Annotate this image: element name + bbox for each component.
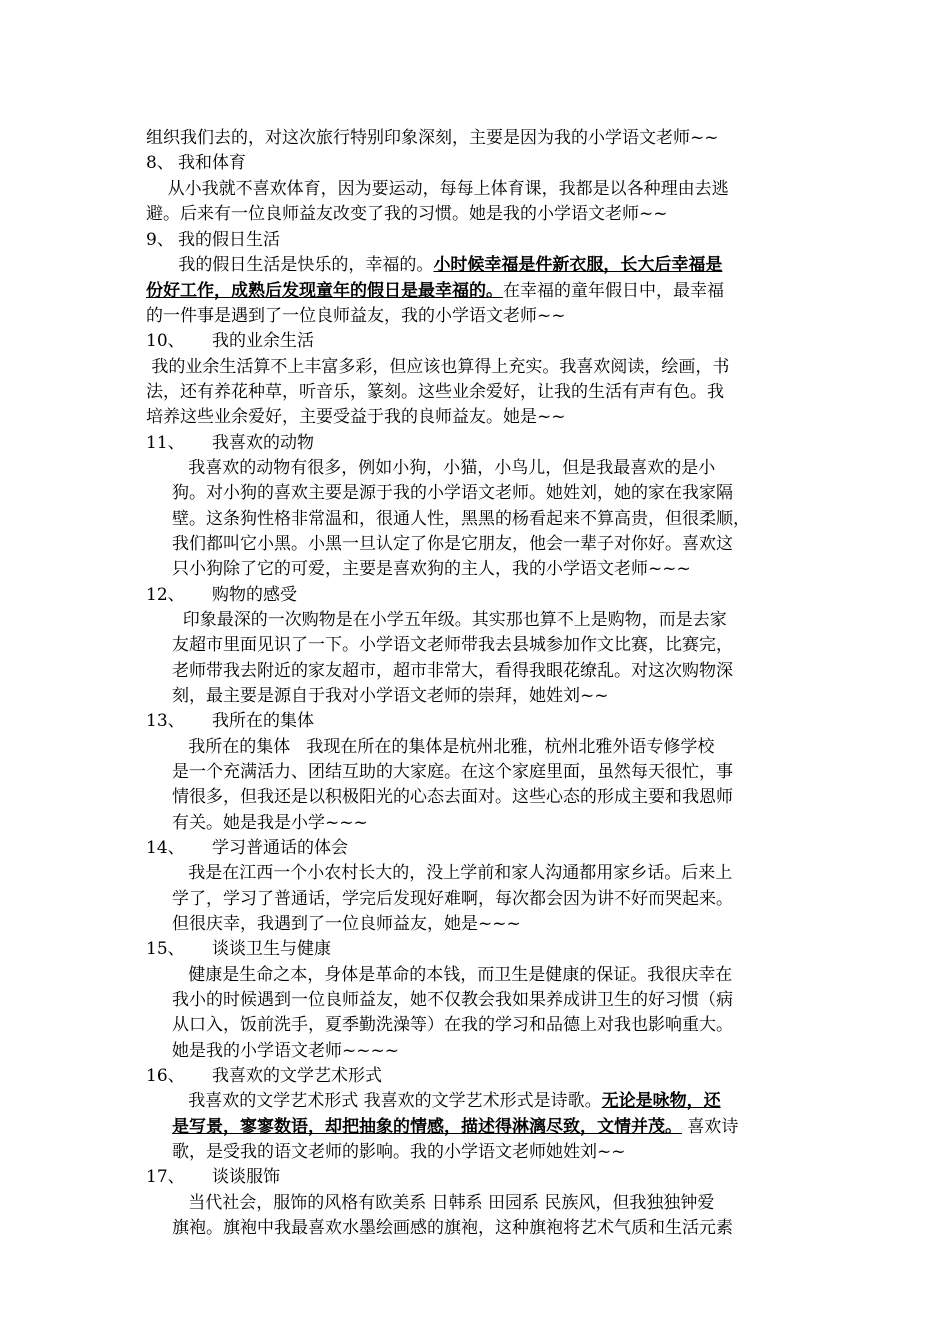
- body-line: [172, 735, 714, 759]
- text-run: 我的假日生活是快乐的，幸福的。: [146, 255, 434, 275]
- body-line: [172, 1013, 733, 1037]
- body-line: [146, 202, 668, 226]
- body-line: [172, 811, 368, 835]
- text-run: 避。后来有一位良师益友改变了我的习惯。她是我的小学语文老师~~: [146, 204, 668, 224]
- heading-title: 我所在的集体: [212, 711, 314, 731]
- text-run: 友超市里面见识了一下。小学语文老师带我去县城参加作文比赛，比赛完，: [172, 635, 733, 655]
- text-run: 她是我的小学语文老师~~~~: [172, 1041, 399, 1061]
- heading-number: 9、: [146, 230, 174, 250]
- body-line: [172, 481, 733, 505]
- text-run: 从小我就不喜欢体育，因为要运动，每每上体育课，我都是以各种理由去逃: [146, 179, 729, 199]
- body-line: [172, 633, 733, 657]
- heading-number: 13、: [146, 711, 185, 731]
- heading-number: 14、: [146, 838, 185, 858]
- text-run: 老师带我去附近的家友超市，超市非常大，看得我眼花缭乱。对这次购物深: [172, 661, 733, 681]
- body-line: [146, 253, 722, 277]
- heading-title: 我的业余生活: [212, 331, 314, 351]
- body-line: [146, 380, 724, 404]
- heading-number: 8、: [146, 153, 174, 173]
- heading-number: 17、: [146, 1167, 185, 1187]
- body-line: [146, 177, 729, 201]
- body-line: [172, 861, 732, 885]
- text-run: 当代社会，服饰的风格有欧美系 日韩系 田园系 民族风，但我独独钟爱: [172, 1193, 715, 1213]
- body-line: [172, 507, 750, 531]
- section-heading-16: [146, 1064, 382, 1088]
- text-run: 我喜欢的文学艺术形式 我喜欢的文学艺术形式是诗歌。: [172, 1091, 602, 1111]
- body-line: [172, 1039, 399, 1063]
- heading-title: 购物的感受: [212, 585, 297, 605]
- section-heading-14: [146, 836, 348, 860]
- text-run: 我小的时候遇到一位良师益友，她不仅教会我如果养成讲卫生的好习惯（病: [172, 990, 733, 1010]
- body-line: [172, 659, 733, 683]
- text-run: 的一件事是遇到了一位良师益友，我的小学语文老师~~: [146, 306, 566, 326]
- body-line: [172, 1216, 733, 1240]
- heading-title: 学习普通话的体会: [212, 838, 348, 858]
- text-run: 我是在江西一个小农村长大的，没上学前和家人沟通都用家乡话。后来上: [172, 863, 733, 883]
- text-run: 刻，最主要是源自于我对小学语文老师的崇拜，她姓刘~~: [172, 686, 609, 706]
- body-line: [172, 557, 691, 581]
- text-run: 情很多，但我还是以积极阳光的心态去面对。这些心态的形成主要和我恩师: [172, 787, 733, 807]
- body-line: [172, 608, 727, 632]
- text-run: 我的业余生活算不上丰富多彩，但应该也算得上充实。我喜欢阅读，绘画，书: [146, 357, 730, 377]
- text-run: 健康是生命之本，身体是革命的本钱，而卫生是健康的保证。我很庆幸在: [172, 965, 733, 985]
- heading-number: 10、: [146, 331, 185, 351]
- text-run: 有关。她是我是小学~~~: [172, 813, 368, 833]
- section-heading-13: [146, 709, 314, 733]
- body-line: [146, 126, 719, 150]
- section-heading-11: [146, 431, 314, 455]
- text-run: 在幸福的童年假日中，最幸福: [503, 281, 724, 301]
- body-line: [146, 405, 566, 429]
- body-line: [172, 1191, 714, 1215]
- body-line: [172, 988, 733, 1012]
- body-line: [146, 304, 566, 328]
- text-run: 学了，学习了普通话，学完后发现好难啊，每次都会因为讲不好而哭起来。: [172, 889, 733, 909]
- body-line: [172, 785, 733, 809]
- text-run: 法，还有养花种草，听音乐，篆刻。这些业余爱好，让我的生活有声有色。我: [146, 382, 724, 402]
- text-run: 从口入，饭前洗手，夏季勤洗澡等）在我的学习和品德上对我也影响重大。: [172, 1015, 733, 1035]
- body-line: [172, 1089, 721, 1113]
- text-run: 壁。这条狗性格非常温和，很通人性，黑黑的杨看起来不算高贵，但很柔顺，: [172, 509, 750, 529]
- heading-number: 12、: [146, 585, 185, 605]
- text-run: 我喜欢的动物有很多，例如小狗，小猫，小鸟儿，但是我最喜欢的是小: [172, 458, 716, 478]
- text-run: 是一个充满活力、团结互助的大家庭。在这个家庭里面，虽然每天很忙，事: [172, 762, 733, 782]
- section-heading-10: [146, 329, 314, 353]
- section-heading-17: [146, 1165, 280, 1189]
- text-run: 培养这些业余爱好，主要受益于我的良师益友。她是~~: [146, 407, 566, 427]
- body-line: [172, 912, 521, 936]
- text-run: 我们都叫它小黑。小黑一旦认定了你是它朋友，他会一辈子对你好。喜欢这: [172, 534, 733, 554]
- heading-number: 15、: [146, 939, 185, 959]
- text-run: 组织我们去的，对这次旅行特别印象深刻，主要是因为我的小学语文老师~~: [146, 128, 719, 148]
- section-heading-12: [146, 583, 297, 607]
- text-run: 喜欢诗: [682, 1117, 739, 1137]
- body-line: [172, 887, 733, 911]
- text-run: 我所在的集体 我现在所在的集体是杭州北雅，杭州北雅外语专修学校: [172, 737, 715, 757]
- body-line: [172, 1140, 626, 1164]
- body-line: [146, 279, 724, 303]
- body-line: [146, 355, 729, 379]
- heading-title: 谈谈服饰: [212, 1167, 280, 1187]
- heading-title: 谈谈卫生与健康: [212, 939, 331, 959]
- section-heading-8: [146, 151, 246, 175]
- heading-title: 我喜欢的文学艺术形式: [212, 1066, 382, 1086]
- body-line: [172, 684, 609, 708]
- body-line: [172, 1115, 738, 1139]
- emphasis-run: 无论是咏物，还: [601, 1091, 721, 1111]
- body-line: [172, 532, 733, 556]
- text-run: 歌，是受我的语文老师的影响。我的小学语文老师她姓刘~~: [172, 1142, 626, 1162]
- heading-title: 我和体育: [178, 153, 246, 173]
- body-line: [172, 963, 732, 987]
- text-run: 只小狗除了它的可爱，主要是喜欢狗的主人，我的小学语文老师~~~: [172, 559, 691, 579]
- emphasis-run: 份好工作，成熟后发现童年的假日是最幸福的。: [146, 281, 503, 301]
- heading-number: 16、: [146, 1066, 185, 1086]
- text-run: 印象最深的一次购物是在小学五年级。其实那也算不上是购物，而是去家: [172, 610, 727, 630]
- heading-number: 11、: [146, 433, 185, 453]
- heading-title: 我喜欢的动物: [212, 433, 314, 453]
- emphasis-run: 是写景，寥寥数语，却把抽象的情感，描述得淋漓尽致，文情并茂。: [172, 1117, 682, 1137]
- emphasis-run: 小时候幸福是件新衣服，长大后幸福是: [433, 255, 723, 275]
- text-run: 但很庆幸，我遇到了一位良师益友，她是~~~: [172, 914, 521, 934]
- section-heading-9: [146, 228, 280, 252]
- text-run: 旗袍。旗袍中我最喜欢水墨绘画感的旗袍，这种旗袍将艺术气质和生活元素: [172, 1218, 733, 1238]
- section-heading-15: [146, 937, 331, 961]
- body-line: [172, 760, 733, 784]
- text-run: 狗。对小狗的喜欢主要是源于我的小学语文老师。她姓刘，她的家在我家隔: [172, 483, 733, 503]
- body-line: [172, 456, 715, 480]
- heading-title: 我的假日生活: [178, 230, 280, 250]
